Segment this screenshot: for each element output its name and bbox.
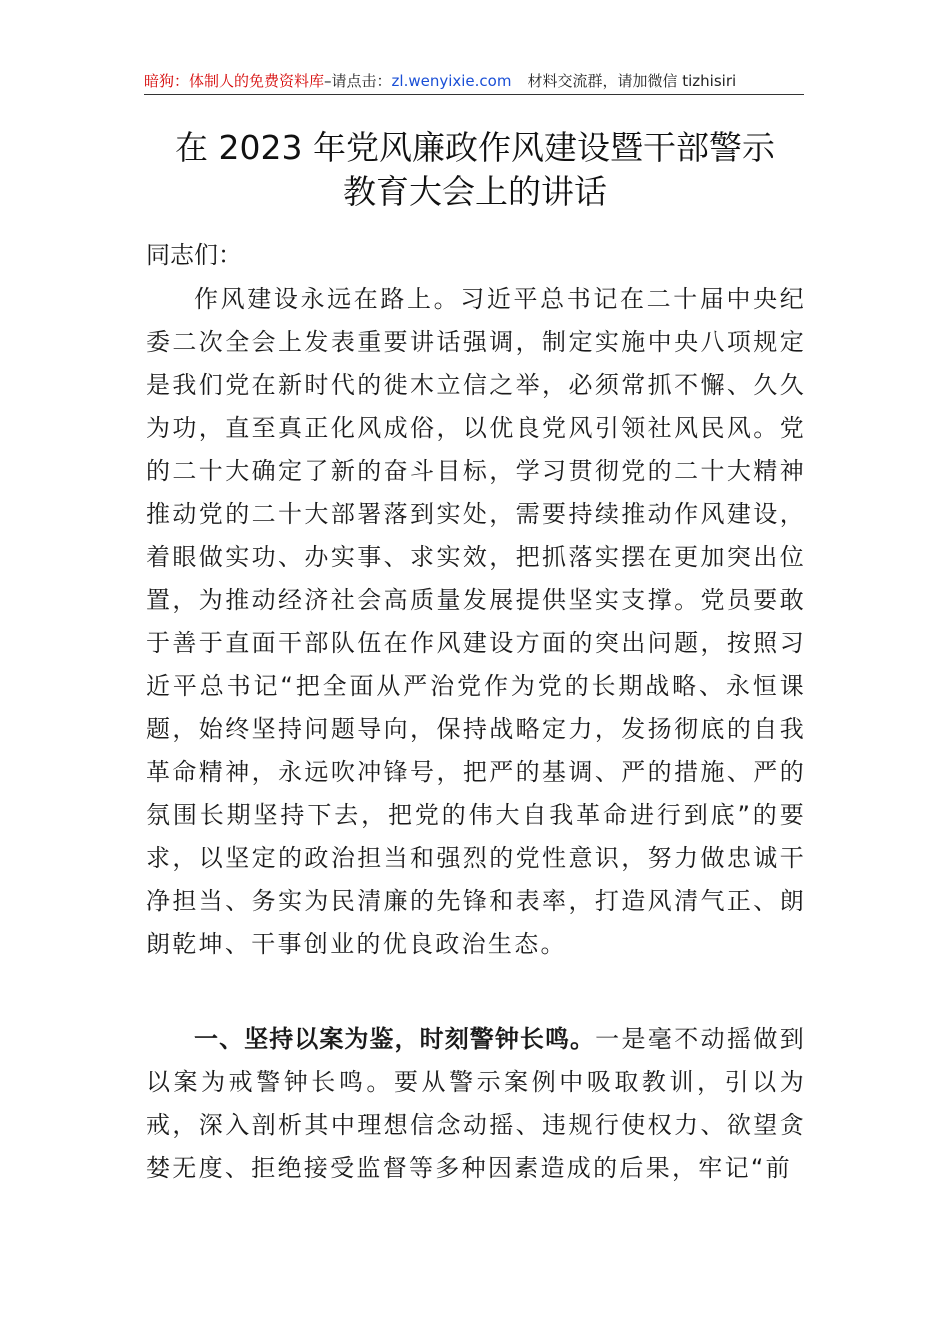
paragraph-section-1	[146, 1018, 806, 1190]
page-header	[144, 68, 804, 95]
header-link[interactable]: zl.wenyixie.com	[391, 72, 512, 90]
section-1-heading: 一、坚持以案为鉴，时刻警钟长鸣。	[194, 1025, 596, 1053]
paragraph-intro: 作风建设永远在路上。习近平总书记在二十届中央纪委二次全会上发表重要讲话强调，制定实施中央八项规定是我们党在新时代的徙木立信之举，必须常抓不懈、久久为功，直至真正化风成俗，以优良党风引领社风民风。党的二十大确定了新的奋斗目标，学习贯彻党的二十大精神推动党的二十大部署落到实处，需要持续推动作风建设，着眼做实功、办实事、求实效，把抓落实摆在更加突出位置，为推动经济社会高质量发展提供坚实支撑。党员要敢于善于直面干部队伍在作风建设方面的突出问题，按照习近平总书记“把全面从严治党作为党的长期战略、永恒课题，始终坚持问题导向，保持战略定力，发扬彻底的自我革命精神，永远吹冲锋号，把严的基调、严的措施、严的氛围长期坚持下去，把党的伟大自我革命进行到底”的要求，以坚定的政治担当和强烈的党性意识，努力做忠诚干净担当、务实为民清廉的先锋和表率，打造风清气正、朗朗乾坤、干事创业的优良政治生态。	[146, 285, 806, 958]
document-title-line-2: 教育大会上的讲话	[343, 172, 607, 211]
section-1-text: 一是毫不动摇做到以案为戒警钟长鸣。要从警示案例中吸取教训，引以为戒，深入剖析其中理想信念动摇、违规行使权力、欲望贪婪无度、拒绝接受监督等多种因素造成的后果，牢记“前	[146, 1025, 806, 1182]
header-group-note: 材料交流群，请加微信 tizhisiri	[527, 72, 737, 90]
header-brand: 暗狗：体制人的免费资料库	[144, 72, 325, 90]
salutation: 同志们：	[146, 241, 242, 269]
document-title-line-1: 在 2023 年党风廉政作风建设暨干部警示	[175, 128, 775, 167]
header-prompt: –请点击：	[324, 72, 392, 90]
